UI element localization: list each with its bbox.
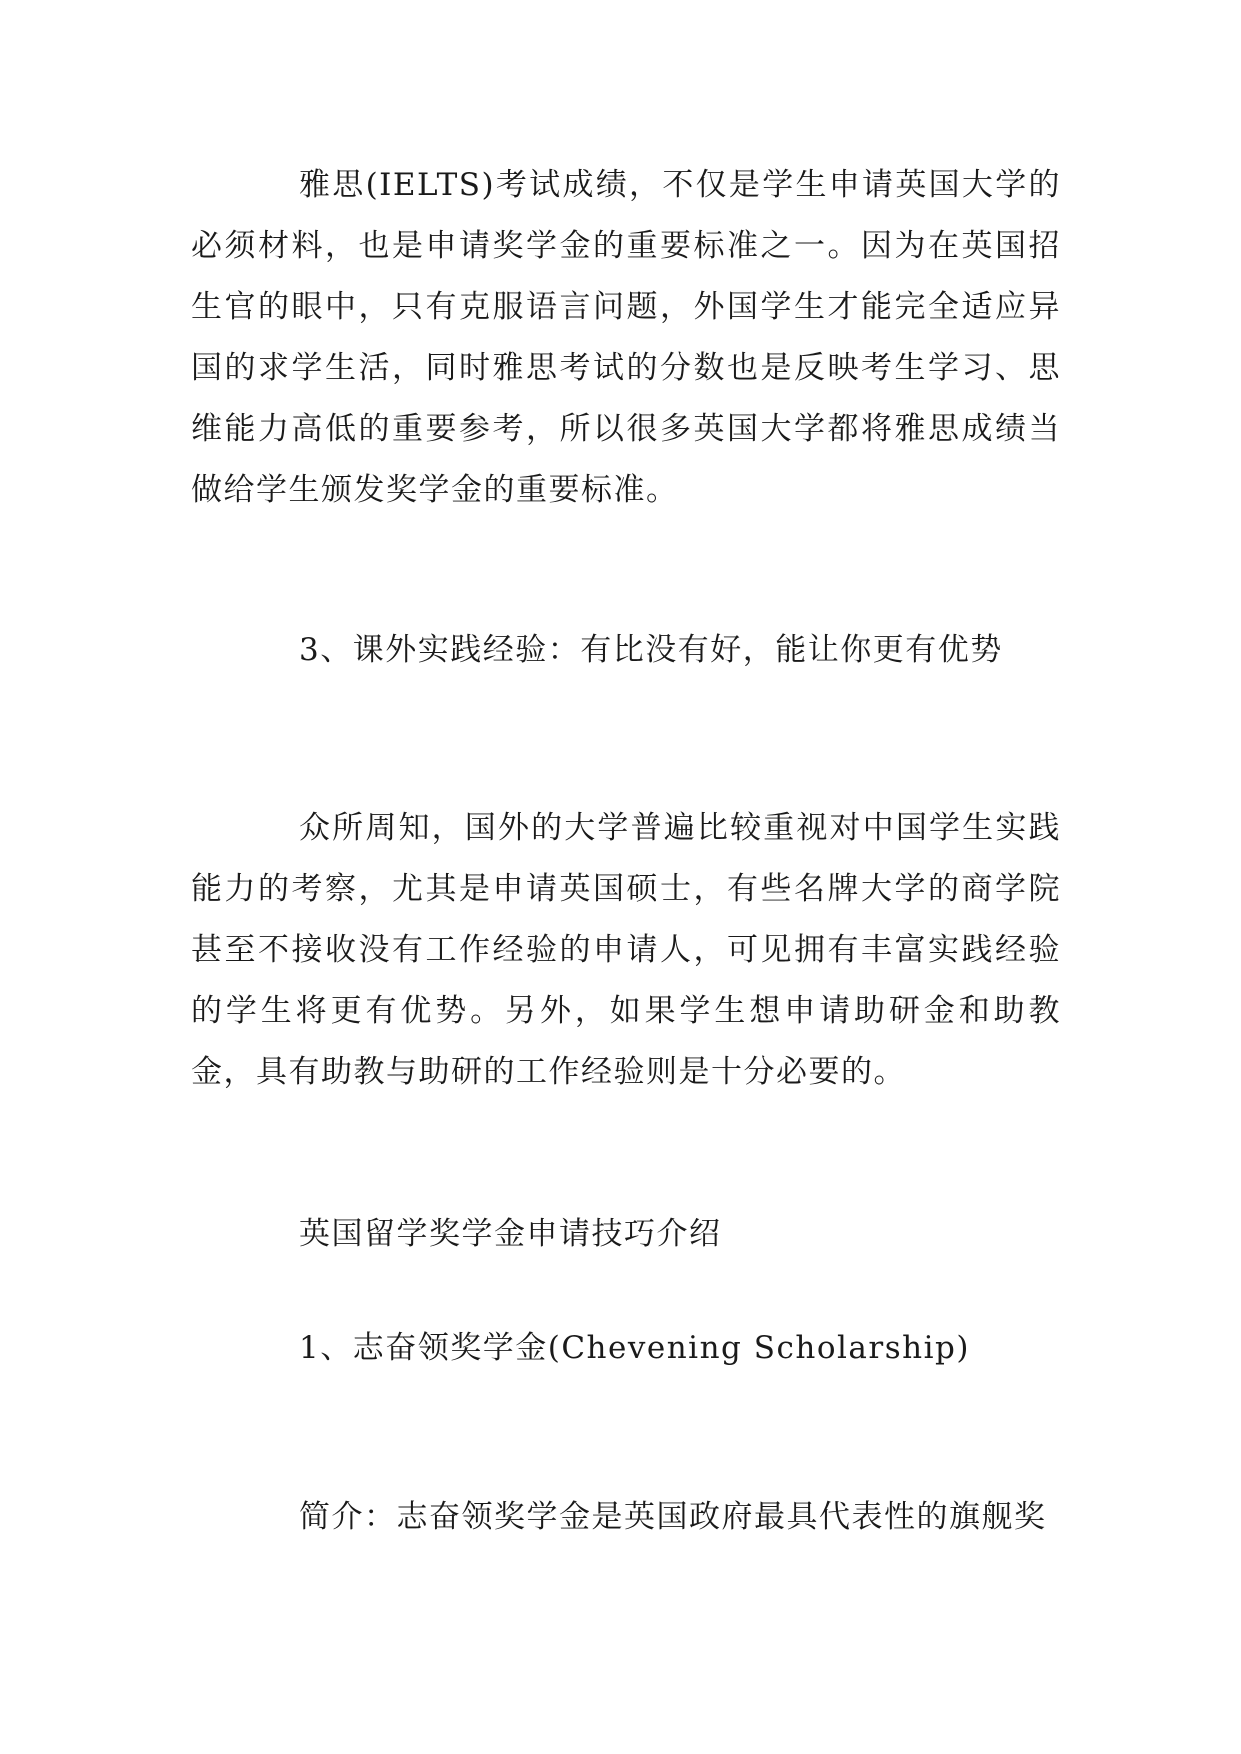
paragraph-practical-experience: 众所周知，国外的大学普遍比较重视对中国学生实践能力的考察，尤其是申请英国硕士，有些名牌大学的商学院甚至不接收没有工作经验的申请人，可见拥有丰富实践经验的学生将更有优势。另外，如果学生想申请助研金和助教金，具有助教与助研的工作经验则是十分必要的。: [191, 810, 1061, 1090]
paragraph-ielts-scores: 雅思(IELTS)考试成绩，不仅是学生申请英国大学的必须材料，也是申请奖学金的重要标准之一。因为在英国招生官的眼中，只有克服语言问题，外国学生才能完全适应异国的求学生活，同时雅思考试的分数也是反映考生学习、思维能力高低的重要参考，所以很多英国大学都将雅思成绩当做给学生颁发奖学金的重要标准。: [191, 167, 1061, 508]
heading-chevening-scholarship: 1、志奋领奖学金(Chevening Scholarship): [299, 1330, 970, 1366]
heading-extracurricular-experience: 3、课外实践经验：有比没有好，能让你更有优势: [299, 632, 1003, 668]
paragraph-chevening-intro: 简介：志奋领奖学金是英国政府最具代表性的旗舰奖: [299, 1499, 1047, 1535]
heading-scholarship-tips: 英国留学奖学金申请技巧介绍: [299, 1216, 722, 1252]
